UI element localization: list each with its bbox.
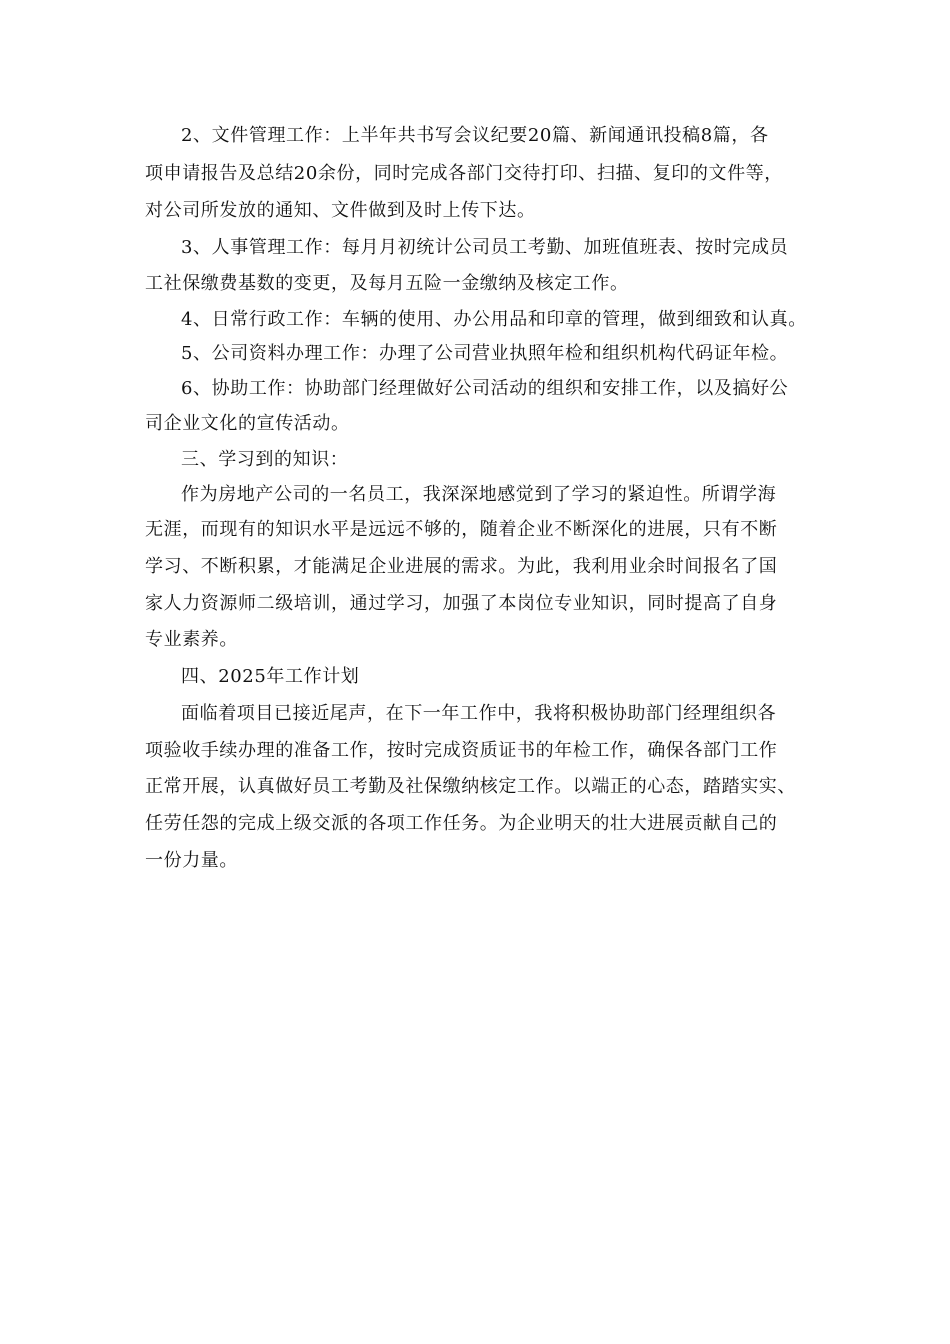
paragraph-hr-management-line-2: 工社保缴费基数的变更，及每月五险一金缴纳及核定工作。	[145, 273, 629, 294]
section-heading-work-plan: 四、2025年工作计划	[181, 666, 360, 687]
paragraph-file-management-line-2: 项申请报告及总结20余份，同时完成各部门交待打印、扫描、复印的文件等，	[145, 163, 783, 184]
paragraph-file-management-line-1: 2、文件管理工作：上半年共书写会议纪要20篇、新闻通讯投稿8篇，各	[181, 125, 769, 146]
section-heading-knowledge: 三、学习到的知识：	[181, 449, 349, 470]
paragraph-knowledge-line-2: 无涯，而现有的知识水平是远远不够的，随着企业不断深化的进展，只有不断	[145, 519, 778, 540]
paragraph-knowledge-line-1: 作为房地产公司的一名员工，我深深地感觉到了学习的紧迫性。所谓学海	[181, 484, 777, 505]
paragraph-daily-admin: 4、日常行政工作：车辆的使用、办公用品和印章的管理，做到细致和认真。	[181, 309, 807, 330]
paragraph-work-plan-line-4: 任劳任怨的完成上级交派的各项工作任务。为企业明天的壮大进展贡献自己的	[145, 813, 778, 834]
paragraph-work-plan-line-1: 面临着项目已接近尾声，在下一年工作中，我将积极协助部门经理组织各	[181, 703, 777, 724]
paragraph-work-plan-line-5: 一份力量。	[145, 850, 238, 871]
paragraph-hr-management-line-1: 3、人事管理工作：每月月初统计公司员工考勤、加班值班表、按时完成员	[181, 237, 789, 258]
paragraph-knowledge-line-5: 专业素养。	[145, 629, 238, 650]
paragraph-knowledge-line-4: 家人力资源师二级培训，通过学习，加强了本岗位专业知识，同时提高了自身	[145, 593, 778, 614]
paragraph-file-management-line-3: 对公司所发放的通知、文件做到及时上传下达。	[145, 200, 536, 221]
paragraph-assist-line-2: 司企业文化的宣传活动。	[145, 413, 350, 434]
paragraph-work-plan-line-3: 正常开展，认真做好员工考勤及社保缴纳核定工作。以端正的心态，踏踏实实、	[145, 776, 796, 797]
paragraph-work-plan-line-2: 项验收手续办理的准备工作，按时完成资质证书的年检工作，确保各部门工作	[145, 740, 778, 761]
paragraph-knowledge-line-3: 学习、不断积累，才能满足企业进展的需求。为此，我利用业余时间报名了国	[145, 556, 778, 577]
paragraph-company-documents: 5、公司资料办理工作：办理了公司营业执照年检和组织机构代码证年检。	[181, 343, 789, 364]
paragraph-assist-line-1: 6、协助工作：协助部门经理做好公司活动的组织和安排工作，以及搞好公	[181, 378, 789, 399]
